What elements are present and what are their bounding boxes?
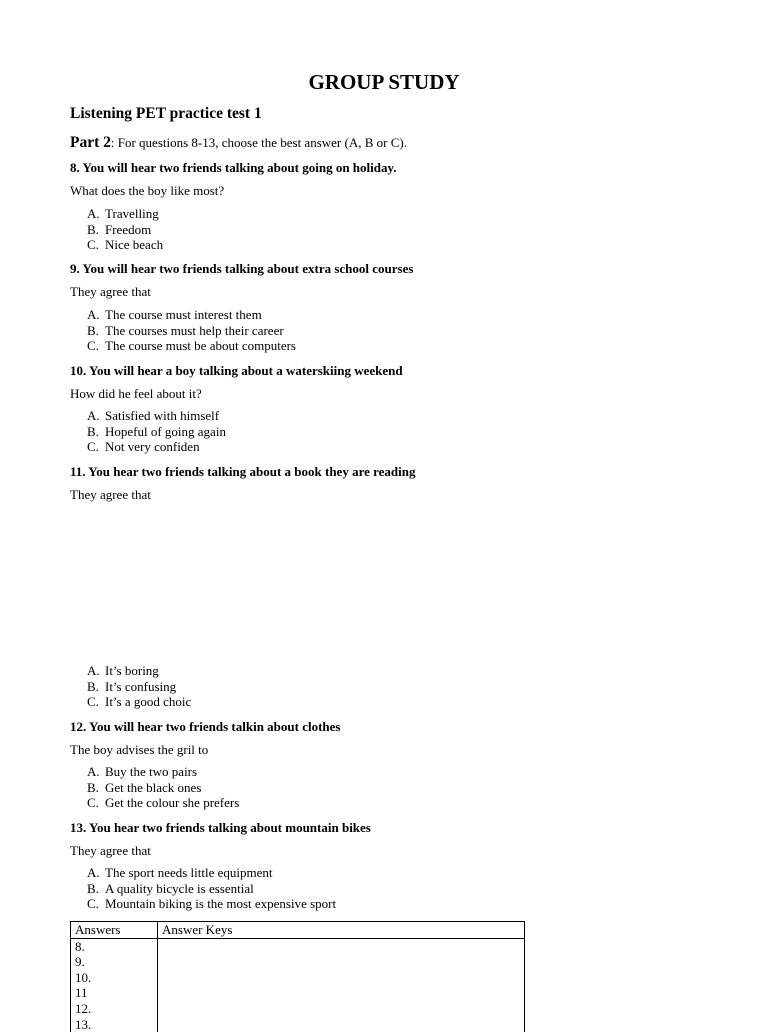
option-b: B. Get the black ones [87,779,202,795]
answer-table [70,921,525,1032]
question-stem: What does the boy like most? [70,183,225,198]
question-heading: 8. You will hear two friends talking about going on holiday. [70,160,397,175]
question-heading: 12. You will hear two friends talkin about clothes [70,719,341,734]
option-b: B. The courses must help their career [87,322,284,338]
question-11 [70,463,416,503]
answer-number: 11 [75,985,88,1001]
option-c: C. Mountain biking is the most expensive sport [87,896,337,912]
option-a: A. The sport needs little equipment [87,865,273,880]
table-row [71,938,525,1032]
option-b: B. A quality bicycle is essential [87,880,254,896]
part-instructions [70,132,407,154]
question-12 [70,718,341,758]
option-c: C. Get the colour she prefers [87,795,240,811]
question-10 [70,362,403,402]
question-heading: 11. You hear two friends talking about a book they are reading [70,464,416,479]
answer-number: 9. [75,954,85,970]
answer-keys-column-header: Answer Keys [158,922,525,939]
question-stem: The boy advises the gril to [70,742,209,757]
question-11-options [87,663,191,710]
document-title: GROUP STUDY [308,70,460,94]
answer-number: 12. [75,1000,92,1016]
question-9 [70,260,413,300]
option-a: A. Travelling [87,206,159,221]
question-12-options [87,764,239,811]
option-a: A. Buy the two pairs [87,764,198,779]
question-8-options [87,206,163,253]
option-a: A. The course must interest them [87,307,262,322]
part-text: : For questions 8-13, choose the best answer (A, B or C). [110,135,407,150]
option-c: C. Nice beach [87,237,164,253]
answer-keys-cell[interactable] [158,938,525,1032]
option-b: B. Freedom [87,221,152,237]
question-heading: 13. You hear two friends talking about mountain bikes [70,820,371,835]
question-heading: 9. You will hear two friends talking about extra school courses [70,261,414,276]
question-9-options [87,307,296,354]
question-stem: They agree that [70,284,151,299]
option-a: A. Satisfied with himself [87,408,220,423]
question-13 [70,819,371,859]
question-heading: 10. You will hear a boy talking about a waterskiing weekend [70,363,403,378]
option-c: C. The course must be about computers [87,338,296,354]
option-b: B. Hopeful of going again [87,423,226,439]
document-subtitle: Listening PET practice test 1 [70,105,262,122]
answer-number: 10. [75,969,92,985]
question-8 [70,159,397,199]
question-10-options [87,408,226,455]
option-c: C. It’s a good choic [87,694,192,710]
answer-table-header [71,922,525,939]
answer-number: 13. [75,1016,92,1032]
option-b: B. It’s confusing [87,678,177,694]
question-stem: They agree that [70,843,151,858]
question-stem: They agree that [70,487,151,502]
option-a: A. It’s boring [87,663,159,678]
part-label: Part 2 [70,134,111,151]
answers-column-header: Answers [71,922,158,939]
question-13-options [87,865,336,912]
answer-number: 8. [75,938,85,954]
option-c: C. Not very confiden [87,439,200,455]
answer-numbers-cell [71,938,158,1032]
question-stem: How did he feel about it? [70,386,202,401]
